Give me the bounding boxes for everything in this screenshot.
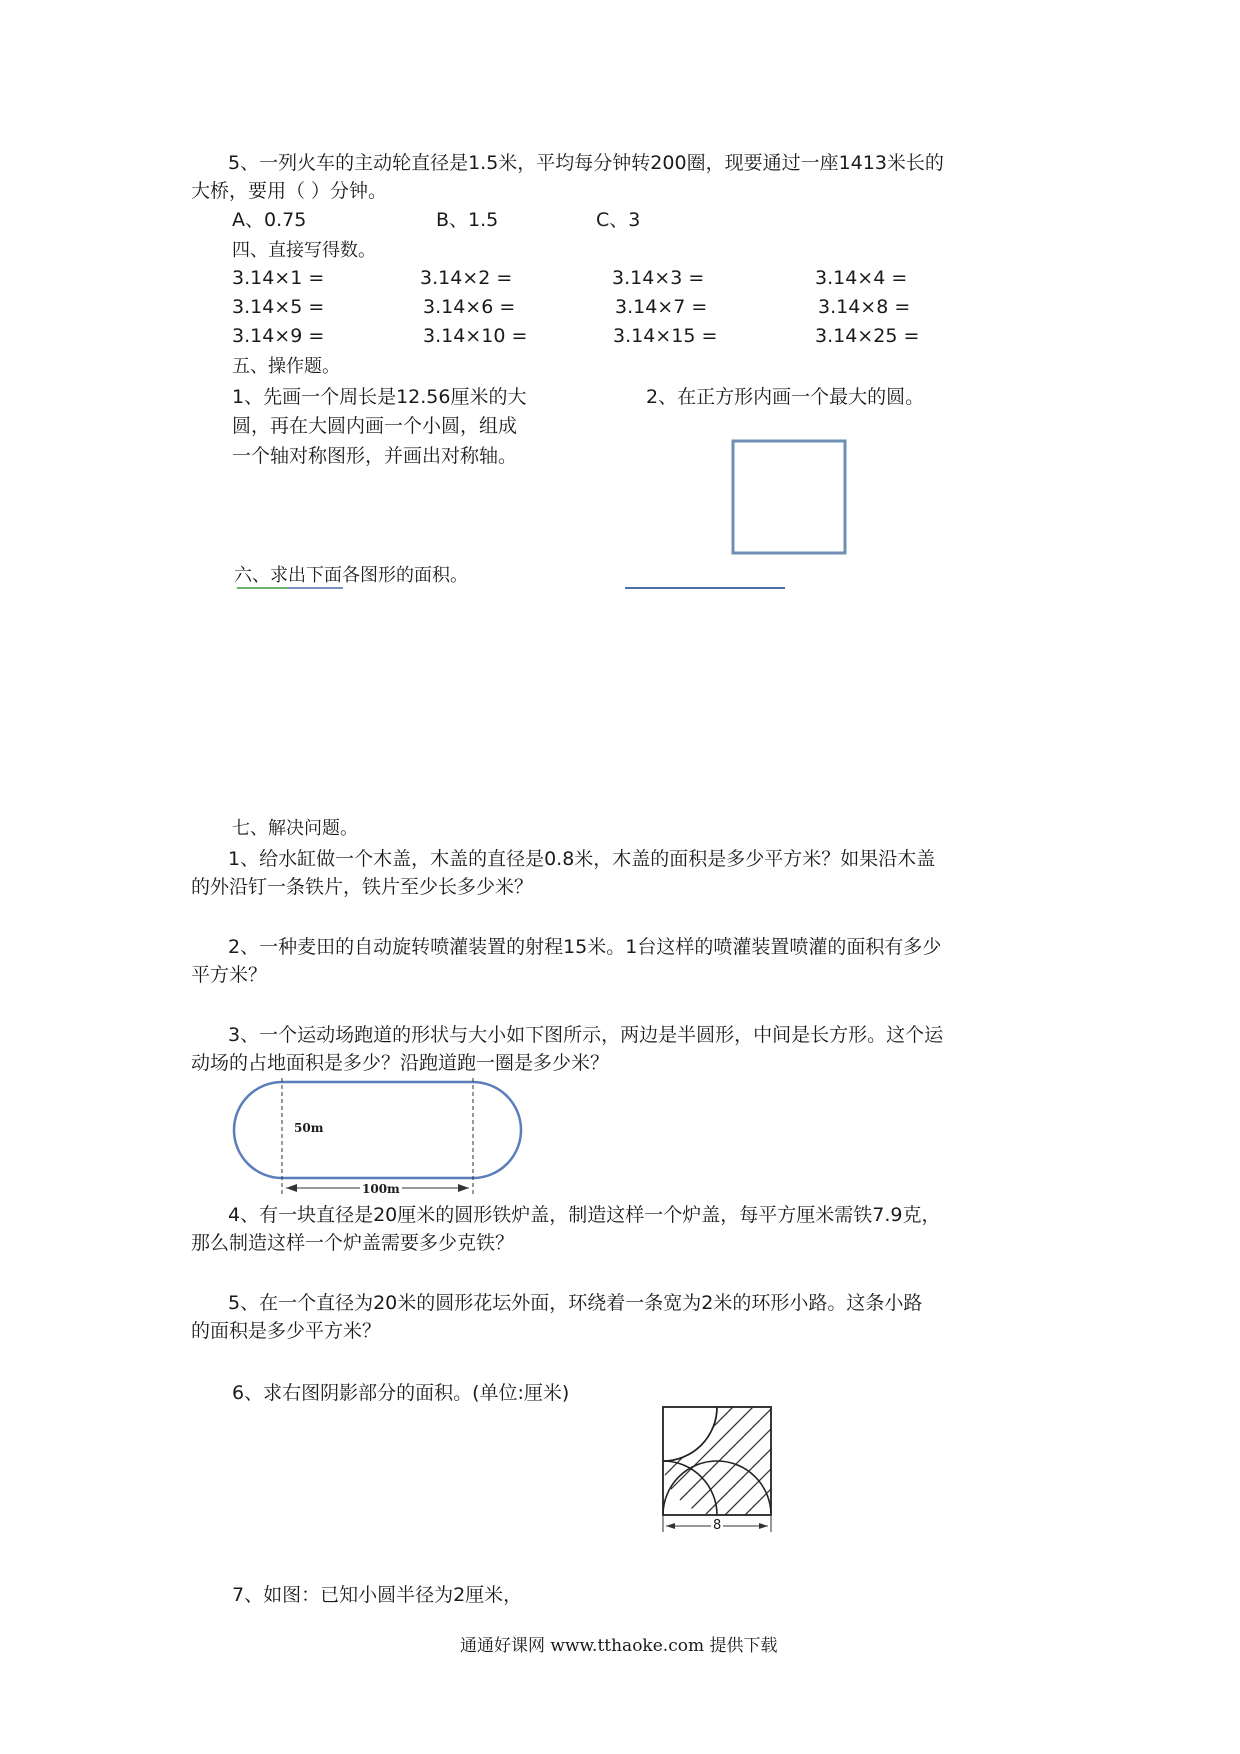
figure-dim-label: 8: [713, 1518, 722, 1533]
track-label-length: 100m: [362, 1182, 400, 1196]
problem-3-line: 动场的占地面积是多少？沿跑道跑一圈是多少米？: [191, 1052, 610, 1074]
section6-heading: 六、求出下面各图形的面积。: [234, 565, 468, 586]
problem-2-line: 2、一种麦田的自动旋转喷灌装置的射程15米。1台这样的喷灌装置喷灌的面积有多少: [228, 936, 942, 958]
calc-cell: 3.14×4 =: [815, 267, 908, 289]
calc-cell: 3.14×1 =: [232, 267, 325, 289]
q5-option-c: C、3: [596, 209, 641, 231]
section5-task1-line: 一个轴对称图形，并画出对称轴。: [232, 445, 518, 467]
calc-cell: 3.14×9 =: [232, 325, 325, 347]
drawing-square: [733, 441, 845, 553]
q5-line1: 5、一列火车的主动轮直径是1.5米，平均每分钟转200圈，现要通过一座1413米长的: [228, 152, 944, 174]
problem-4-line: 那么制造这样一个炉盖需要多少克铁？: [191, 1232, 515, 1254]
q5-option-b: B、1.5: [436, 209, 499, 231]
problem-5-line: 的面积是多少平方米？: [191, 1320, 382, 1342]
problem-4-line: 4、有一块直径是20厘米的圆形铁炉盖，制造这样一个炉盖，每平方厘米需铁7.9克，: [228, 1204, 941, 1226]
calc-cell: 3.14×10 =: [423, 325, 528, 347]
problem-1-line: 1、给水缸做一个木盖，木盖的直径是0.8米，木盖的面积是多少平方米？如果沿木盖: [228, 848, 936, 870]
track-figure: [234, 1078, 521, 1197]
calc-cell: 3.14×15 =: [613, 325, 718, 347]
section7-heading: 七、解决问题。: [232, 818, 358, 839]
calc-cell: 3.14×6 =: [423, 296, 516, 318]
section5-task2: 2、在正方形内画一个最大的圆。: [646, 386, 925, 408]
calc-cell: 3.14×7 =: [615, 296, 708, 318]
footer-text: 通通好课网 www.tthaoke.com 提供下载: [460, 1636, 778, 1656]
calc-cell: 3.14×2 =: [420, 267, 513, 289]
track-label-width: 50m: [294, 1121, 324, 1135]
track-dim-arrow-right: [458, 1184, 469, 1192]
track-outline: [234, 1082, 521, 1178]
problem-6: 6、求右图阴影部分的面积。(单位:厘米): [232, 1382, 570, 1404]
calc-cell: 3.14×25 =: [815, 325, 920, 347]
calc-cell: 3.14×3 =: [612, 267, 705, 289]
q5-option-a: A、0.75: [232, 209, 307, 231]
problem-1-line: 的外沿钉一条铁片，铁片至少长多少米？: [191, 876, 534, 898]
section4-heading: 四、直接写得数。: [232, 240, 376, 261]
track-dim-arrow-left: [286, 1184, 297, 1192]
calc-cell: 3.14×8 =: [818, 296, 911, 318]
section5-task1-line: 1、先画一个周长是12.56厘米的大: [232, 386, 527, 408]
problem-7: 7、如图：已知小圆半径为2厘米，: [232, 1584, 523, 1606]
shaded-figure: [540, 1360, 900, 1540]
problem-2-line: 平方米？: [191, 964, 268, 986]
problem-5-line: 5、在一个直径为20米的圆形花坛外面，环绕着一条宽为2米的环形小路。这条小路: [228, 1292, 923, 1314]
section5-heading: 五、操作题。: [232, 356, 340, 377]
q5-line2: 大桥，要用（ ）分钟。: [191, 180, 388, 202]
problem-3-line: 3、一个运动场跑道的形状与大小如下图所示，两边是半圆形，中间是长方形。这个运: [228, 1024, 944, 1046]
section5-task1-line: 圆，再在大圆内画一个小圆，组成: [232, 415, 518, 437]
calc-cell: 3.14×5 =: [232, 296, 325, 318]
